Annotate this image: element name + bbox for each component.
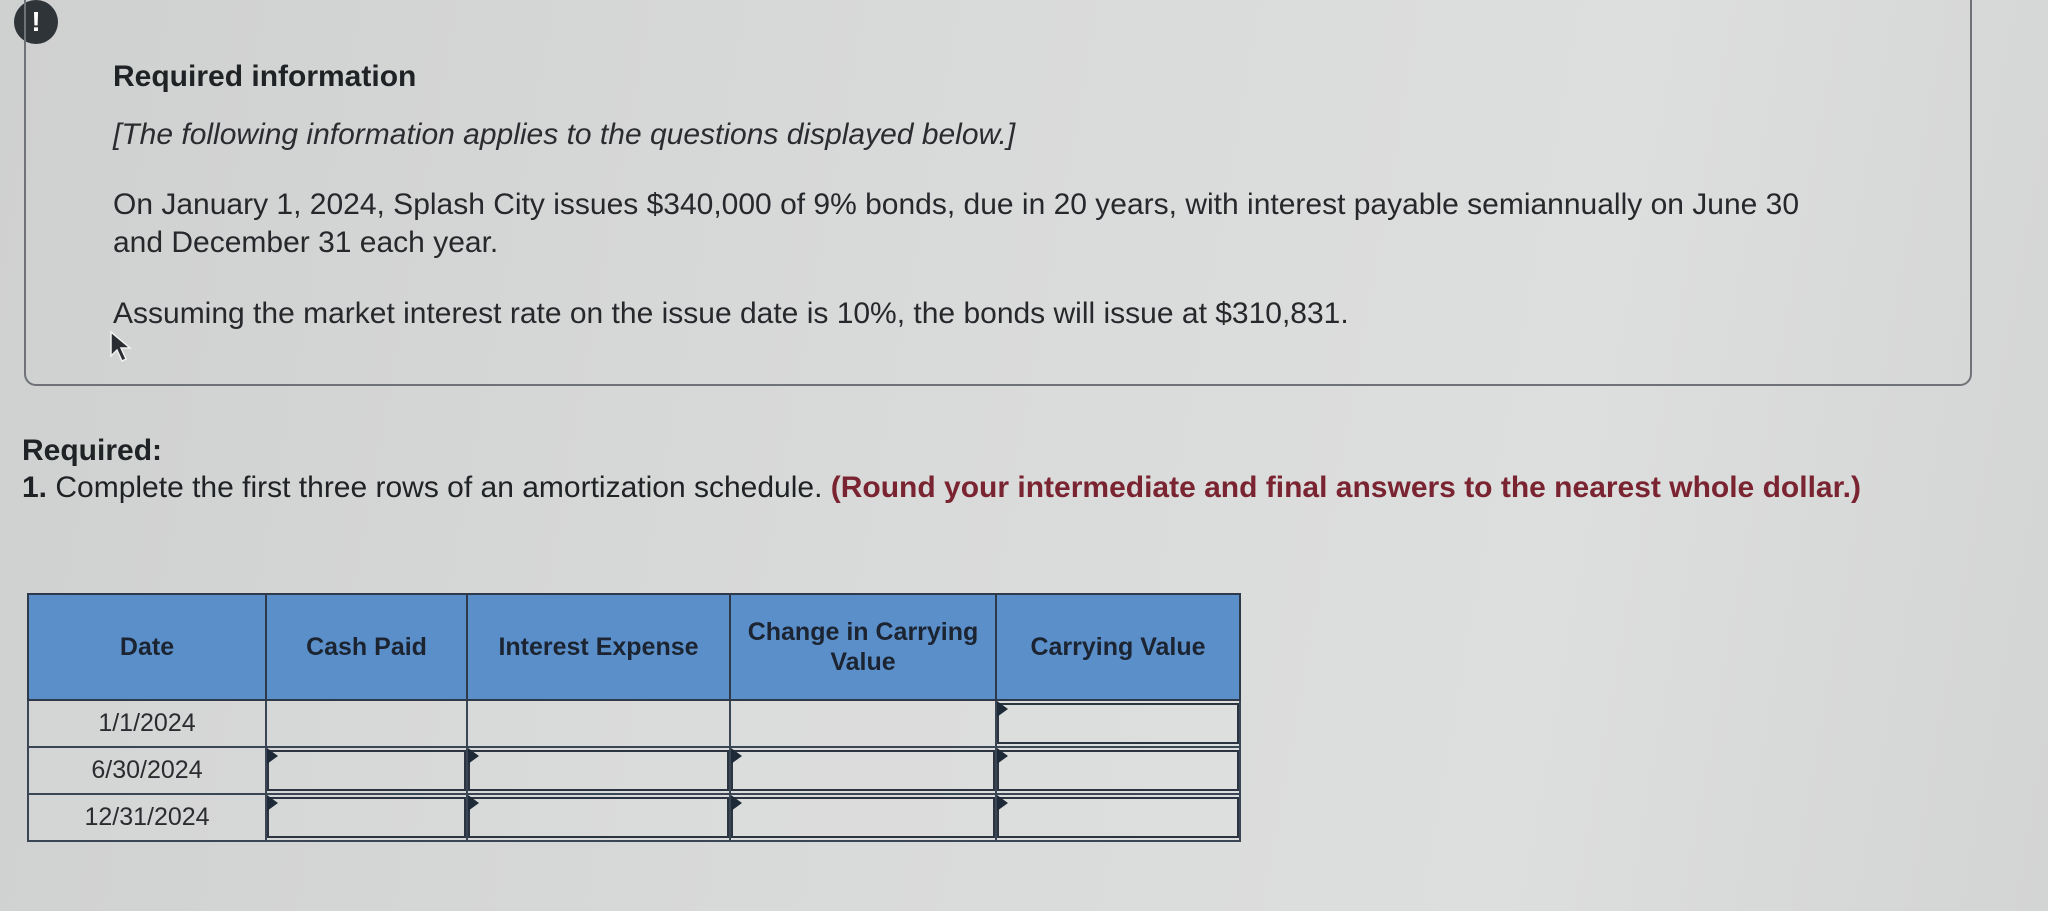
interest-expense-input[interactable] xyxy=(468,797,729,838)
carrying-value-cell xyxy=(996,794,1240,841)
change-in-carrying-value-cell xyxy=(730,747,996,794)
entry-marker-icon xyxy=(997,795,1008,811)
required-label: Required: xyxy=(22,434,163,467)
rounding-note: (Round your intermediate and final answers to the nearest whole dollar.) xyxy=(830,471,1861,504)
table-row xyxy=(28,794,1240,841)
info-paragraph: On January 1, 2024, Splash City issues $340,000 of 9% bonds, due in 20 years, with interest payable semiannually on June 30 and December 31 each year. xyxy=(113,188,1800,259)
carrying-value-cell xyxy=(996,700,1240,747)
table-header-row xyxy=(28,594,1240,700)
column-header-carrying-value: Carrying Value xyxy=(996,594,1240,700)
column-header-cash-paid: Cash Paid xyxy=(266,594,467,700)
entry-marker-icon xyxy=(468,748,479,764)
change-in-carrying-value-cell xyxy=(730,700,996,747)
change-in-carrying-value-input[interactable] xyxy=(731,750,995,791)
carrying-value-input[interactable] xyxy=(997,703,1239,744)
mouse-pointer-icon xyxy=(108,330,136,364)
row-date: 1/1/2024 xyxy=(28,700,266,747)
table-row xyxy=(28,700,1240,747)
info-title: Required information xyxy=(113,60,417,93)
exclamation-icon: ! xyxy=(14,0,58,44)
question-text xyxy=(22,469,1922,507)
amortization-schedule-table xyxy=(27,593,1241,842)
entry-marker-icon xyxy=(731,795,742,811)
entry-marker-icon xyxy=(997,701,1008,717)
entry-marker-icon xyxy=(468,795,479,811)
row-date: 6/30/2024 xyxy=(28,747,266,794)
change-in-carrying-value-input[interactable] xyxy=(731,797,995,838)
change-in-carrying-value-cell xyxy=(730,794,996,841)
column-header-interest-expense: Interest Expense xyxy=(467,594,730,700)
question-number: 1. xyxy=(22,471,48,504)
info-paragraph: Assuming the market interest rate on the issue date is 10%, the bonds will issue at $310,831. xyxy=(113,297,1349,330)
table-row xyxy=(28,747,1240,794)
carrying-value-input[interactable] xyxy=(997,797,1239,838)
question-body: Complete the first three rows of an amortization schedule. xyxy=(47,471,831,504)
row-date: 12/31/2024 xyxy=(28,794,266,841)
entry-marker-icon xyxy=(267,748,278,764)
cash-paid-cell xyxy=(266,794,467,841)
entry-marker-icon xyxy=(267,795,278,811)
column-header-date: Date xyxy=(28,594,266,700)
cash-paid-cell xyxy=(266,700,467,747)
cash-paid-cell xyxy=(266,747,467,794)
interest-expense-cell xyxy=(467,747,730,794)
carrying-value-cell xyxy=(996,747,1240,794)
cash-paid-input[interactable] xyxy=(267,750,466,791)
cash-paid-input[interactable] xyxy=(267,797,466,838)
entry-marker-icon xyxy=(731,748,742,764)
interest-expense-cell xyxy=(467,700,730,747)
info-note: [The following information applies to the questions displayed below.] xyxy=(113,118,1016,151)
column-header-change-in-carrying-value: Change in Carrying Value xyxy=(730,594,996,700)
carrying-value-input[interactable] xyxy=(997,750,1239,791)
interest-expense-cell xyxy=(467,794,730,841)
entry-marker-icon xyxy=(997,748,1008,764)
interest-expense-input[interactable] xyxy=(468,750,729,791)
